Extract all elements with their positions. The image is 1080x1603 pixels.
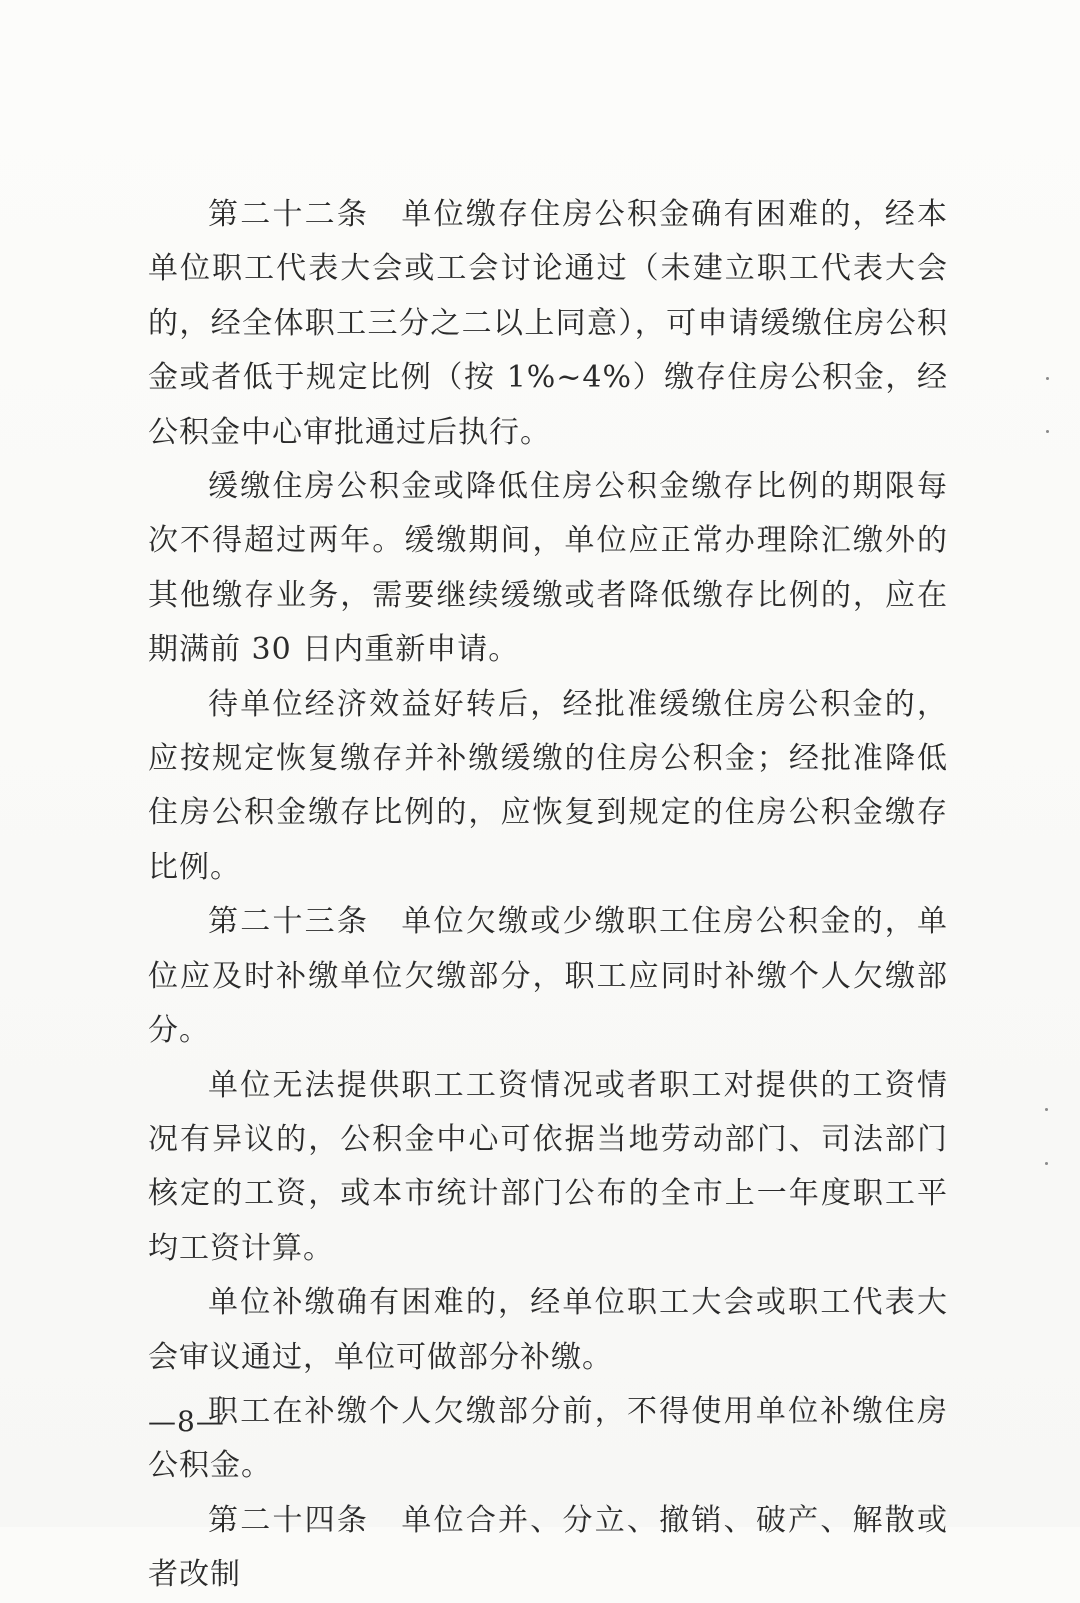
scan-speck	[1046, 430, 1049, 433]
paragraph-article-24: 第二十四条 单位合并、分立、撤销、破产、解散或者改制	[148, 1502, 948, 1593]
scan-speck	[1045, 1162, 1048, 1165]
document-body	[148, 188, 948, 1603]
scan-speck	[1045, 1108, 1048, 1111]
scan-speck	[1046, 377, 1049, 380]
paragraph-article-22: 第二十二条 单位缴存住房公积金确有困难的，经本单位职工代表大会或工会讨论通过（未建立职工代表大会的，经全体职工三分之二以上同意），可申请缓缴住房公积金或者低于规定比例（按 1%~4%）缴存住房公积金，经公积金中心审批通过后执行。	[148, 197, 948, 450]
paragraph-wage-basis: 单位无法提供职工工资情况或者职工对提供的工资情况有异议的，公积金中心可依据当地劳动部门、司法部门核定的工资，或本市统计部门公布的全市上一年度职工平均工资计算。	[148, 1067, 948, 1266]
paragraph-article-23: 第二十三条 单位欠缴或少缴职工住房公积金的，单位应及时补缴单位欠缴部分，职工应同时补缴个人欠缴部分。	[148, 904, 948, 1049]
paragraph-resume-payment: 待单位经济效益好转后，经批准缓缴住房公积金的，应按规定恢复缴存并补缴缓缴的住房公积金；经批准降低住房公积金缴存比例的，应恢复到规定的住房公积金缴存比例。	[148, 686, 948, 885]
paragraph-deferral-period: 缓缴住房公积金或降低住房公积金缴存比例的期限每次不得超过两年。缓缴期间，单位应正常办理除汇缴外的其他缴存业务，需要继续缓缴或者降低缴存比例的，应在期满前 30 日内重新申请。	[148, 469, 948, 668]
paragraph-employee-restriction: 职工在补缴个人欠缴部分前，不得使用单位补缴住房公积金。	[148, 1393, 948, 1484]
page-number: —8—	[148, 1405, 225, 1438]
paragraph-partial-payment: 单位补缴确有困难的，经单位职工大会或职工代表大会审议通过，单位可做部分补缴。	[148, 1285, 948, 1375]
